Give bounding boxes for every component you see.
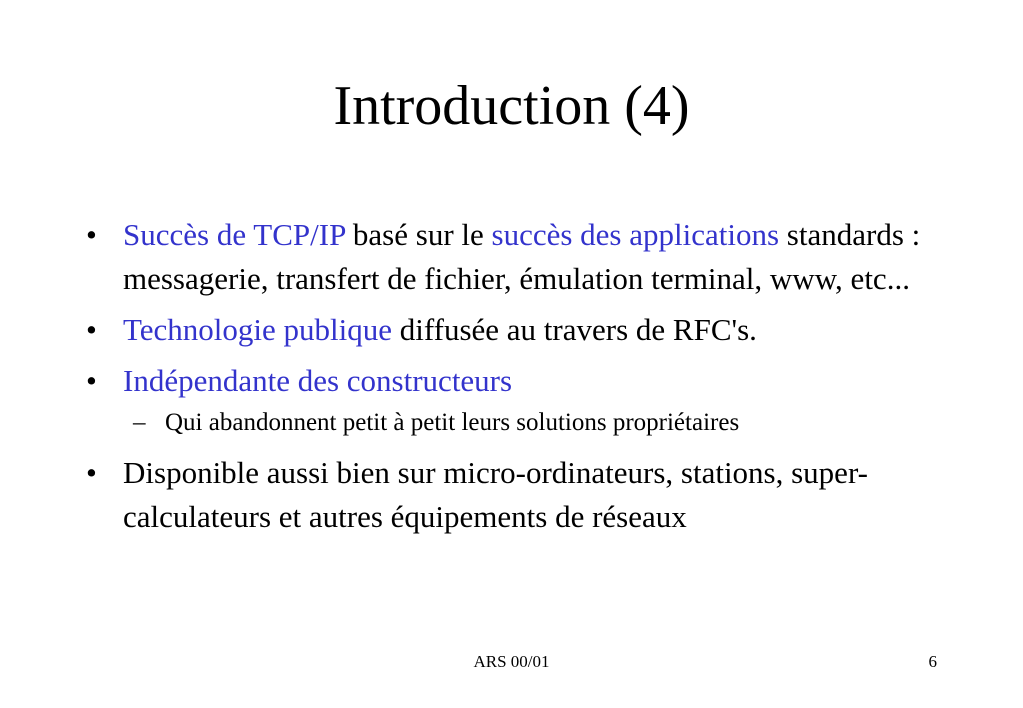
bullet-dot-icon: • bbox=[86, 312, 97, 347]
bullet-list bbox=[86, 213, 966, 546]
bullet-item-public-technology bbox=[86, 308, 966, 352]
bullet-item-availability bbox=[86, 451, 966, 539]
bullet-text: Disponible aussi bien sur micro-ordinateurs, stations, super-calculateurs et autres équipements de réseaux bbox=[123, 455, 868, 534]
bullet-item-tcpip-success bbox=[86, 213, 966, 301]
bullet-dot-icon: • bbox=[86, 455, 97, 490]
sub-bullet-text: Qui abandonnent petit à petit leurs solutions propriétaires bbox=[165, 409, 740, 436]
bullet-text: basé sur le bbox=[345, 217, 492, 252]
highlight-applications-success: succès des applications bbox=[491, 217, 780, 252]
highlight-tcpip-success: Succès de TCP/IP bbox=[123, 217, 346, 252]
bullet-dot-icon: • bbox=[86, 363, 97, 398]
bullet-item-vendor-independent bbox=[86, 359, 966, 441]
sub-bullet-list bbox=[123, 405, 966, 441]
highlight-vendor-independent: Indépendante des constructeurs bbox=[123, 363, 513, 398]
footer-course-label: ARS 00/01 bbox=[473, 652, 550, 671]
sub-bullet-item bbox=[123, 405, 966, 441]
bullet-dot-icon: • bbox=[86, 217, 97, 252]
dash-icon: – bbox=[133, 409, 146, 436]
slide-title: Introduction (4) bbox=[333, 75, 690, 137]
bullet-text: diffusée au travers de RFC's. bbox=[392, 312, 757, 347]
page-number: 6 bbox=[928, 652, 937, 671]
highlight-public-technology: Technologie publique bbox=[123, 312, 393, 347]
bullet-text: standards : messagerie, transfert de fichier, émulation terminal, www, etc... bbox=[123, 217, 921, 296]
